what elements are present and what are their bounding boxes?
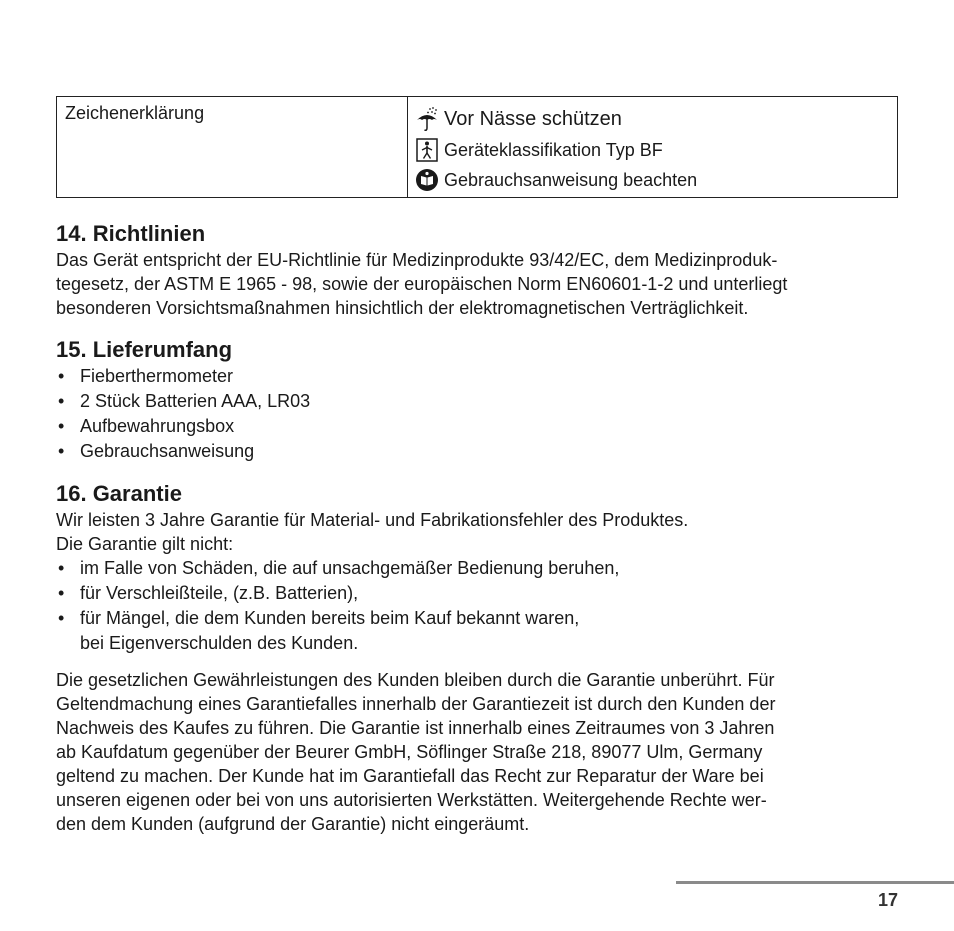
paragraph-line: geltend zu machen. Der Kunde hat im Garantiefall das Recht zur Reparatur der Ware bei — [56, 766, 764, 786]
legend-label-cell — [57, 97, 408, 198]
paragraph-line: Geltendmachung eines Garantiefalles innerhalb der Garantiezeit ist durch den Kunden der — [56, 694, 776, 714]
closing-paragraph — [56, 668, 898, 836]
list-item — [56, 606, 898, 656]
page-number: 17 — [877, 890, 898, 910]
legend-row-instructions — [414, 165, 891, 195]
type-bf-person-icon — [414, 137, 440, 163]
paragraph-line: tegesetz, der ASTM E 1965 - 98, sowie der europäischen Norm EN60601-1-2 und unterliegt — [56, 274, 788, 294]
list-item: • 2 Stück Batterien AAA, LR03 — [56, 389, 898, 414]
section-heading: 16. Garantie — [56, 481, 182, 506]
footer-rule — [676, 881, 954, 884]
paragraph-line: Die Garantie gilt nicht: — [56, 534, 234, 554]
symbol-legend-table — [56, 96, 898, 198]
legend-symbols-cell — [408, 97, 898, 198]
legend-label: Zeichenerklärung — [65, 103, 205, 123]
list-item: • Fieberthermometer — [56, 364, 898, 389]
legend-text-wet: Vor Nässe schützen — [444, 107, 622, 130]
scope-list — [56, 364, 898, 464]
list-item: • Gebrauchsanweisung — [56, 439, 898, 464]
page-content — [56, 96, 898, 836]
section-richtlinien — [56, 220, 898, 320]
list-item-text: für Mängel, die dem Kunden bereits beim Kauf bekannt waren, — [80, 608, 580, 628]
paragraph-line: Nachweis des Kaufes zu führen. Die Garantie ist innerhalb eines Zeitraumes von 3 Jahren — [56, 718, 775, 738]
list-item-continuation: bei Eigenverschulden des Kunden. — [80, 633, 359, 653]
instructions-book-icon — [414, 167, 440, 193]
section-lieferumfang — [56, 336, 898, 464]
section-heading: 14. Richtlinien — [56, 221, 206, 246]
list-item: • Aufbewahrungsbox — [56, 414, 898, 439]
exclusion-list — [56, 556, 898, 656]
legend-text-bf: Geräteklassifikation Typ BF — [444, 139, 663, 160]
list-item: • im Falle von Schäden, die auf unsachgemäßer Bedienung beruhen, — [56, 556, 898, 581]
paragraph-line: ab Kaufdatum gegenüber der Beurer GmbH, Söflinger Straße 218, 89077 Ulm, Germany — [56, 742, 763, 762]
paragraph-line: besonderen Vorsichtsmaßnahmen hinsichtlich der elektromagnetischen Verträglichkeit. — [56, 298, 749, 318]
umbrella-rain-icon — [414, 106, 440, 132]
legend-row-wet — [414, 103, 891, 135]
paragraph-line: unseren eigenen oder bei von uns autorisierten Werkstätten. Weitergehende Rechte wer- — [56, 790, 767, 810]
section-heading: 15. Lieferumfang — [56, 337, 233, 362]
list-item: • für Verschleißteile, (z.B. Batterien), — [56, 581, 898, 606]
section-garantie — [56, 480, 898, 836]
paragraph-line: Das Gerät entspricht der EU-Richtlinie für Medizinprodukte 93/42/EC, dem Medizinproduk- — [56, 250, 778, 270]
paragraph-line: Wir leisten 3 Jahre Garantie für Material- und Fabrikationsfehler des Produktes. — [56, 510, 689, 530]
legend-text-instructions: Gebrauchsanweisung beachten — [444, 169, 698, 190]
legend-row-bf — [414, 135, 891, 165]
paragraph-line: Die gesetzlichen Gewährleistungen des Kunden bleiben durch die Garantie unberührt. Für — [56, 670, 775, 690]
paragraph-line: den dem Kunden (aufgrund der Garantie) nicht eingeräumt. — [56, 814, 530, 834]
